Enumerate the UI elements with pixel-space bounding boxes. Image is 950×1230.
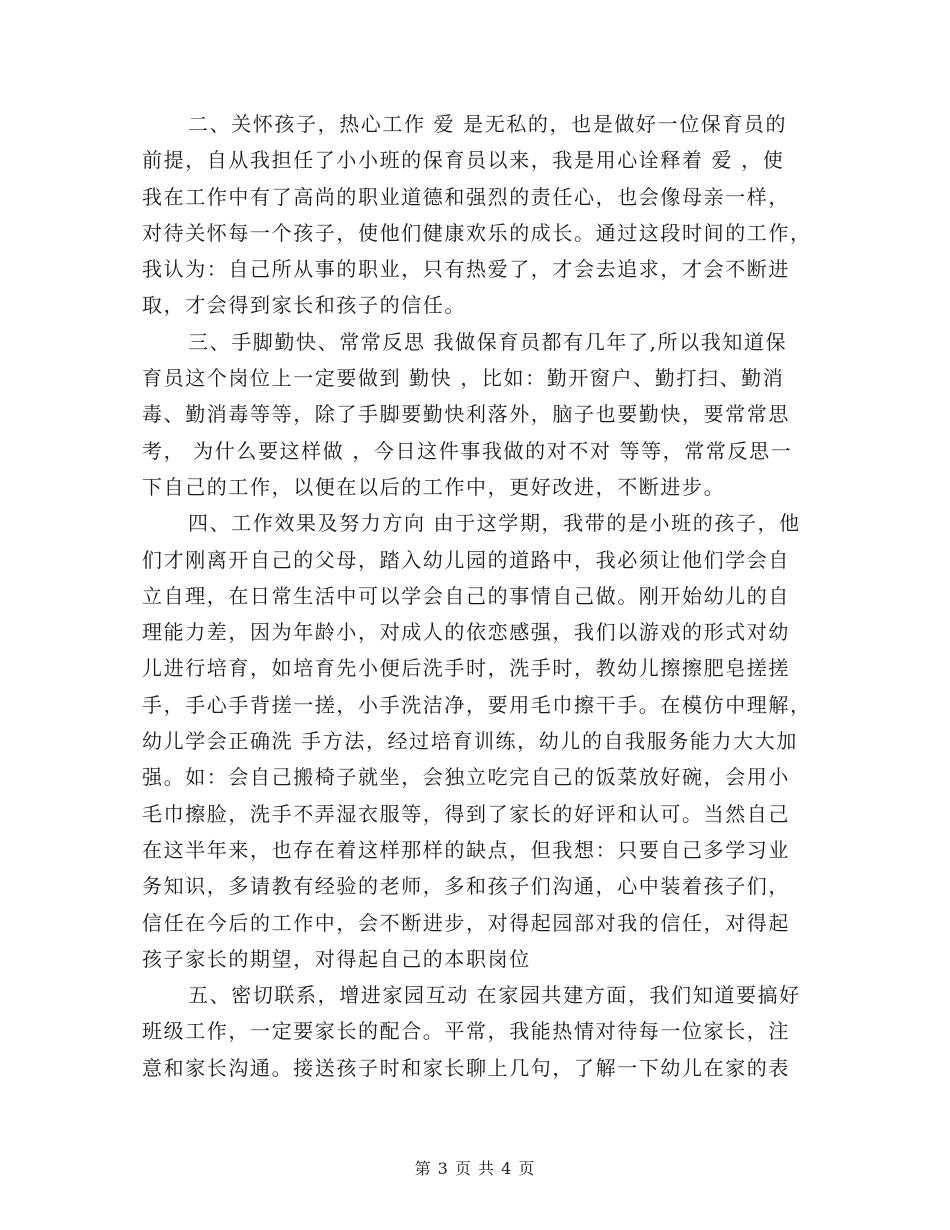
paragraph-section-4	[142, 505, 812, 977]
text-line: 信任在今后的工作中，会不断进步，对得起园部对我的信任，对得起	[142, 910, 790, 935]
body-text	[142, 106, 812, 1086]
text-line: 理能力差，因为年龄小，对成人的依恋感强，我们以游戏的形式对幼	[142, 620, 790, 645]
text-line: 孩子家长的期望，对得起自己的本职岗位	[142, 946, 531, 971]
text-line: 毒、勤消毒等等，除了手脚要勤快利落外，脑子也要勤快，要常常思	[142, 402, 790, 427]
text-line: 考， 为什么要这样做 ，今日这件事我做的对不对 等等，常常反思一	[142, 438, 793, 463]
text-line: 在这半年来，也存在着这样那样的缺点，但我想：只要自己多学习业	[142, 837, 790, 862]
text-line: 前提，自从我担任了小小班的保育员以来，我是用心诠释着 爱 ，使	[142, 148, 785, 173]
text-line: 我在工作中有了高尚的职业道德和强烈的责任心，也会像母亲一样，	[142, 184, 790, 209]
text-line: 意和家长沟通。接送孩子时和家长聊上几句，了解一下幼儿在家的表	[142, 1055, 790, 1080]
text-line: 立自理，在日常生活中可以学会自己的事情自己做。刚开始幼儿的自	[142, 583, 790, 608]
text-line: 们才刚离开自己的父母，踏入幼儿园的道路中，我必须让他们学会自	[142, 547, 790, 572]
text-line: 三、手脚勤快、常常反思 我做保育员都有几年了,所以我知道保	[188, 329, 788, 354]
text-line: 毛巾擦脸，洗手不弄湿衣服等，得到了家长的好评和认可。当然自己	[142, 801, 790, 826]
text-line: 四、工作效果及努力方向 由于这学期，我带的是小班的孩子，他	[188, 511, 801, 536]
text-line: 下自己的工作，以便在以后的工作中，更好改进，不断进步。	[142, 474, 726, 499]
text-line: 幼儿学会正确洗 手方法，经过培育训练，幼儿的自我服务能力大大加	[142, 729, 798, 754]
text-line: 五、密切联系，增进家园互动 在家园共建方面，我们知道要搞好	[188, 983, 801, 1008]
text-line: 班级工作，一定要家长的配合。平常，我能热情对待每一位家长，注	[142, 1019, 790, 1044]
text-line: 二、关怀孩子，热心工作 爱 是无私的，也是做好一位保育员的	[188, 112, 788, 136]
text-line: 手，手心手背搓一搓，小手洗洁净，要用毛巾擦干手。在模仿中理解，	[142, 692, 812, 717]
paragraph-section-5	[142, 977, 812, 1086]
text-line: 儿进行培育，如培育先小便后洗手时，洗手时，教幼儿擦擦肥皂搓搓	[142, 656, 790, 681]
paragraph-section-2	[142, 106, 812, 324]
paragraph-section-3	[142, 324, 812, 505]
text-line: 育员这个岗位上一定要做到 勤快 ，比如：勤开窗户、勤打扫、勤消	[142, 366, 785, 391]
text-line: 取，才会得到家长和孩子的信任。	[142, 293, 466, 318]
text-line: 我认为：自己所从事的职业，只有热爱了，才会去追求，才会不断进	[142, 257, 790, 282]
text-line: 强。如：会自己搬椅子就坐，会独立吃完自己的饭菜放好碗，会用小	[142, 765, 790, 790]
text-line: 对待关怀每一个孩子，使他们健康欢乐的成长。通过这段时间的工作，	[142, 220, 812, 245]
text-line: 务知识，多请教有经验的老师，多和孩子们沟通，心中装着孩子们，	[142, 874, 790, 899]
page-number-footer: 第 3 页 共 4 页	[414, 1159, 536, 1178]
